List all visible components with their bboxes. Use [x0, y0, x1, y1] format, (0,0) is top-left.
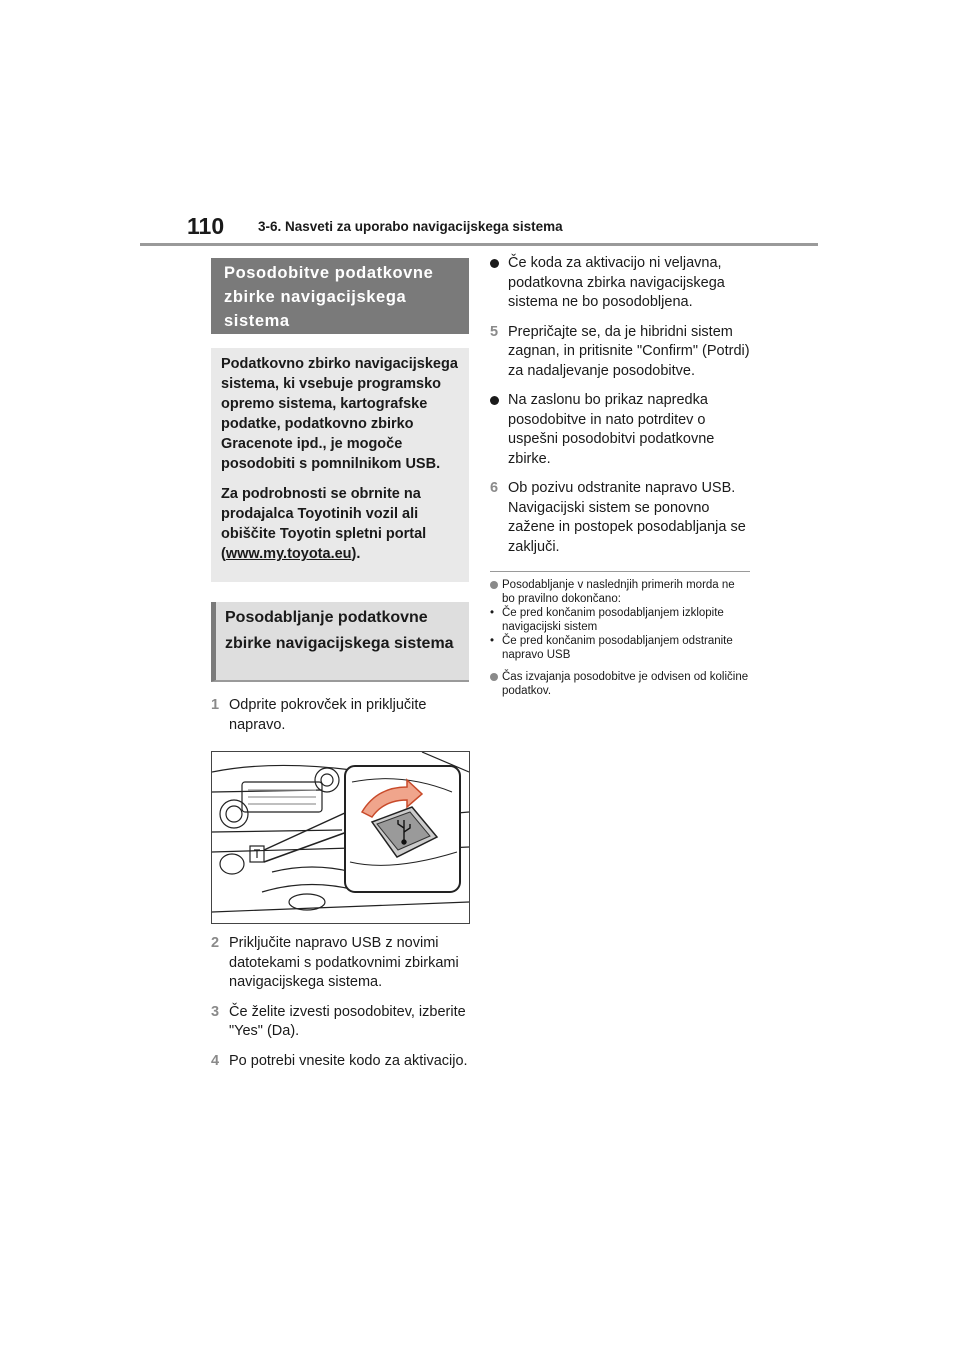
- step-6: [490, 479, 750, 557]
- step-text: Odprite pokrovček in priključite napravo.: [229, 697, 427, 733]
- step-1: [211, 696, 469, 735]
- note-update-failure: [490, 578, 750, 662]
- page-number: 110: [187, 213, 225, 239]
- step-text: Ob pozivu odstranite napravo USB. Navigacijski sistem se ponovno zažene in postopek posodabljanja se zaključi.: [508, 480, 746, 555]
- section-title: 3-6. Nasveti za uporabo navigacijskega sistema: [258, 219, 563, 234]
- step-5: [490, 323, 750, 382]
- sub-heading: Posodabljanje podatkovne zbirke navigacijskega sistema: [211, 602, 469, 682]
- intro-text-before: Za podrobnosti se obrnite na prodajalca Toyotinih vozil ali obiščite Toyotin spletni portal (: [221, 486, 427, 562]
- step-number: 1: [211, 697, 220, 713]
- left-column: [211, 258, 469, 1071]
- dark-heading: Posodobitve podatkovne zbirke navigacijskega sistema: [211, 258, 469, 334]
- bullet-dot: [490, 396, 499, 405]
- bullet-invalid-code: [490, 254, 750, 313]
- note-text: Čas izvajanja posodobitve je odvisen od količine podatkov.: [502, 671, 749, 697]
- note-item-text: Če pred končanim posodabljanjem izklopite navigacijski sistem: [502, 607, 724, 633]
- bullet-dot: [490, 259, 499, 268]
- bullet-text: Če koda za aktivacijo ni veljavna, podatkovna zbirka navigacijskega sistema ne bo posodobljena.: [508, 255, 725, 310]
- intro-paragraph-1: Podatkovno zbirko navigacijskega sistema, ki vsebuje programsko opremo sistema, kartografske podatke, podatkovno zbirko Gracenote ipd., je mogoče posodobiti s pomnilnikom USB.: [221, 356, 458, 472]
- usb-port-illustration-svg: [212, 752, 469, 923]
- step-number: 6: [490, 480, 499, 496]
- step-4: [211, 1052, 469, 1072]
- intro-text-after: ).: [351, 546, 361, 562]
- note-duration: [490, 670, 750, 698]
- note-lead: Posodabljanje v naslednjih primerih morda ne bo pravilno dokončano:: [502, 579, 735, 605]
- note-item: [490, 634, 750, 662]
- step-text: Priključite napravo USB z novimi datotekami s podatkovnimi zbirkami navigacijskega sistema.: [229, 935, 459, 990]
- step-number: 2: [211, 935, 220, 951]
- note-item-text: Če pred končanim posodabljanjem odstranite napravo USB: [502, 635, 733, 661]
- step-3: [211, 1003, 469, 1042]
- note-item-marker: •: [490, 635, 495, 647]
- intro-paragraph-2: [221, 484, 459, 564]
- bullet-progress: [490, 391, 750, 469]
- note-divider: [490, 571, 750, 572]
- right-column: [490, 254, 750, 698]
- note-item: [490, 606, 750, 634]
- step-text: Če želite izvesti posodobitev, izberite "Yes" (Da).: [229, 1003, 466, 1039]
- note-item-marker: •: [490, 607, 495, 619]
- step-text: Prepričajte se, da je hibridni sistem zagnan, in pritisnite "Confirm" (Potrdi) za nadaljevanje posodobitve.: [508, 323, 750, 379]
- note-dot: [490, 673, 498, 681]
- usb-port-illustration: [211, 751, 470, 924]
- header-rule: [140, 243, 818, 246]
- step-number: 5: [490, 323, 499, 340]
- toyota-portal-link[interactable]: www.my.toyota.eu: [225, 546, 352, 562]
- note-dot: [490, 581, 498, 589]
- intro-box: [211, 348, 469, 582]
- step-2: [211, 934, 469, 993]
- bullet-text: Na zaslonu bo prikaz napredka posodobitve in nato potrditev o uspešni posodobitvi podatkovne zbirke.: [508, 392, 715, 467]
- step-text: Po potrebi vnesite kodo za aktivacijo.: [229, 1052, 468, 1069]
- step-number: 4: [211, 1052, 220, 1069]
- step-number: 3: [211, 1003, 220, 1020]
